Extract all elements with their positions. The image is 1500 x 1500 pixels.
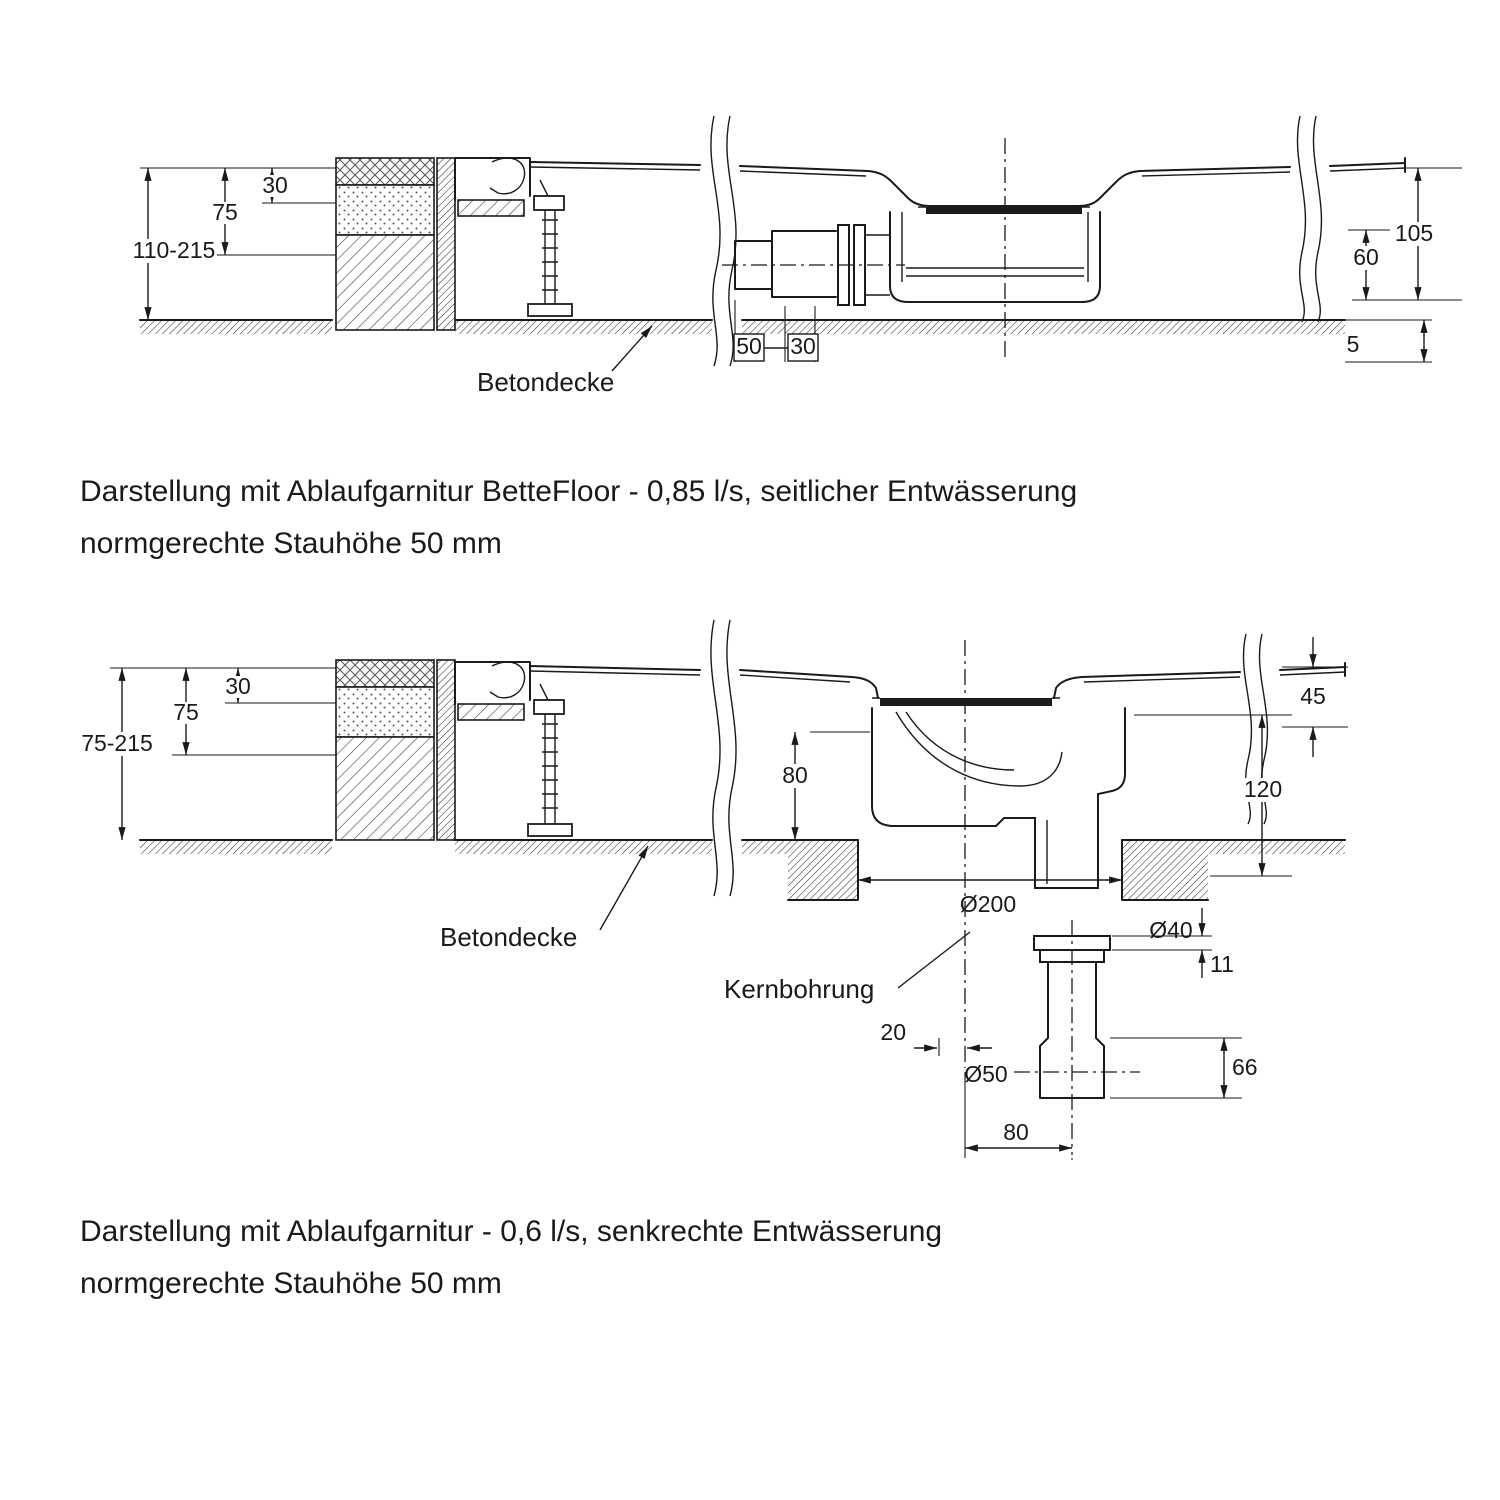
concrete-floor-top bbox=[140, 320, 1345, 334]
dim-75-top: 75 bbox=[212, 199, 238, 225]
betondecke-label-top bbox=[477, 326, 652, 397]
dimensions-left-top bbox=[133, 168, 336, 320]
shower-tray-top bbox=[530, 158, 1405, 206]
kernbohrung-label bbox=[724, 932, 970, 1004]
caption-bottom-line1: Darstellung mit Ablaufgarnitur - 0,6 l/s, senkrechte Entwässerung bbox=[80, 1215, 943, 1248]
dim-80-mid: 80 bbox=[782, 762, 808, 788]
dim-45: 45 bbox=[1300, 683, 1326, 709]
dim-5: 5 bbox=[1346, 331, 1360, 357]
drain-horizontal-top bbox=[722, 207, 1100, 305]
betondecke-text-bottom: Betondecke bbox=[440, 922, 578, 952]
dim-105: 105 bbox=[1394, 220, 1434, 246]
betondecke-text-top: Betondecke bbox=[477, 367, 615, 397]
dim-80-bottom: 80 bbox=[1003, 1119, 1029, 1145]
dim-120: 120 bbox=[1243, 776, 1283, 802]
dim-20: 20 bbox=[880, 1019, 906, 1045]
dim-30-bottom: 30 bbox=[225, 673, 251, 699]
kernbohrung-text: Kernbohrung bbox=[724, 974, 875, 1004]
caption-top-line2: normgerechte Stauhöhe 50 mm bbox=[80, 527, 502, 560]
dim-30-top: 30 bbox=[262, 172, 288, 198]
drain-vertical-bottom bbox=[872, 698, 1125, 888]
dim-30-box: 30 bbox=[790, 333, 816, 359]
concrete-floor-bottom bbox=[140, 840, 1345, 900]
dimensions-pipe-bottom bbox=[858, 880, 1258, 1160]
wall-section-top bbox=[336, 158, 455, 330]
dim-200: Ø200 bbox=[959, 891, 1017, 917]
dim-75-bottom: 75 bbox=[173, 699, 199, 725]
shower-tray-bottom bbox=[530, 663, 1345, 698]
dim-66: 66 bbox=[1232, 1054, 1258, 1080]
dim-60: 60 bbox=[1353, 244, 1379, 270]
betondecke-label-bottom bbox=[440, 846, 648, 952]
dim-50-box: 50 bbox=[736, 333, 762, 359]
dim-11: 11 bbox=[1210, 951, 1234, 977]
dim-40: Ø40 bbox=[1149, 917, 1193, 943]
dimensions-right-top bbox=[1344, 168, 1462, 362]
caption-bottom bbox=[80, 1206, 942, 1310]
dim-50: Ø50 bbox=[964, 1061, 1008, 1087]
diagram-bottom bbox=[0, 620, 1500, 1180]
dim-110-215: 110-215 bbox=[132, 237, 216, 263]
dimensions-left-bottom bbox=[74, 668, 336, 840]
caption-bottom-line2: normgerechte Stauhöhe 50 mm bbox=[80, 1267, 502, 1300]
wall-section-bottom bbox=[336, 660, 455, 840]
caption-top-line1: Darstellung mit Ablaufgarnitur BetteFloor - 0,85 l/s, seitlicher Entwässerung bbox=[80, 475, 1078, 508]
dim-75-215: 75-215 bbox=[81, 730, 153, 756]
support-foot-bottom bbox=[528, 700, 572, 836]
caption-top bbox=[80, 466, 1077, 570]
support-foot-top bbox=[528, 196, 572, 316]
